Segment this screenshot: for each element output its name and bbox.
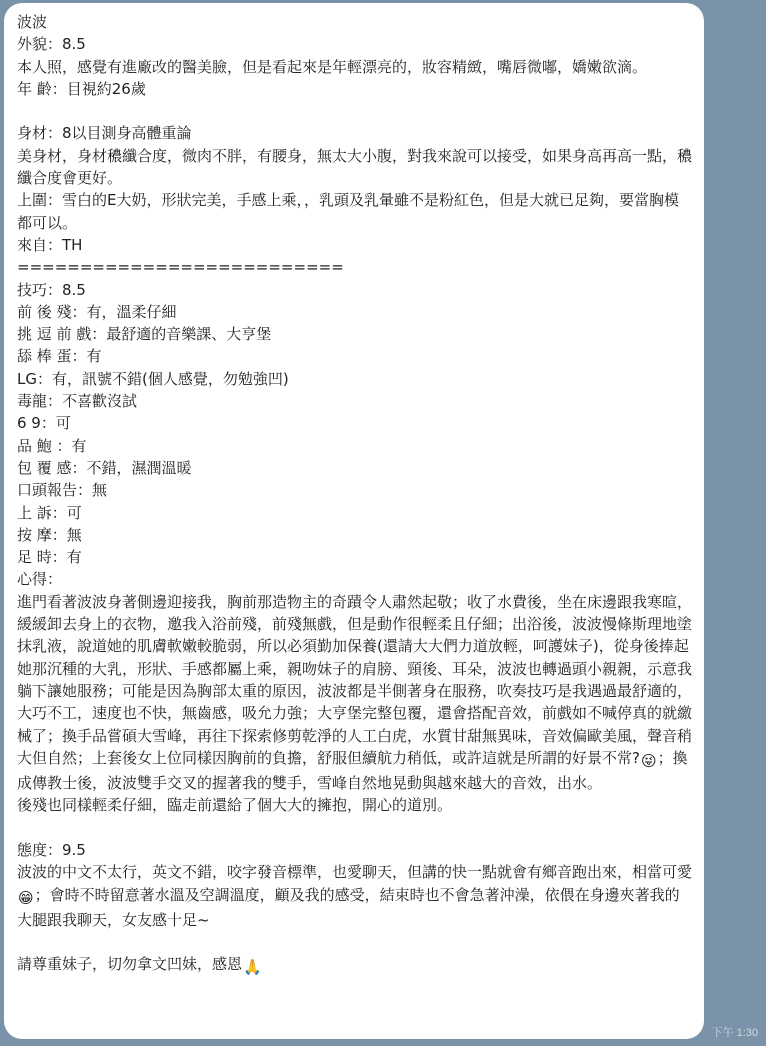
grinning-emoji-icon: 😁 [18, 888, 34, 907]
line: 本人照，感覺有進廠改的醫美臉，但是看起來是年輕漂亮的，妝容精緻，嘴唇微嘟，嬌嫩欲滴。 [17, 57, 648, 76]
folded-hands-emoji-icon: 🙏 [243, 958, 262, 977]
line: 前 後 殘：有，溫柔仔細 [17, 302, 177, 321]
message-body [17, 11, 692, 979]
line: 技巧：8.5 [17, 280, 86, 299]
review-paragraph: 後殘也同樣輕柔仔細，臨走前還給了個大大的擁抱，開心的道別。 [17, 796, 453, 815]
line: 包 覆 感：不錯，濕潤溫暖 [17, 458, 192, 477]
line: 6 9：可 [17, 414, 71, 433]
review-paragraph: 進門看著波波身著側邊迎接我，胸前那造物主的奇蹟令人肅然起敬；收了水費後，坐在床邊跟我寒暄，緩緩卸去身上的衣物，邀我入浴前殘，前殘無戲，但是動作很輕柔且仔細；出浴後，波波慢條斯理地塗抹乳液，說道她的肌膚軟嫩較脆弱，所以必須勤加保養(還請大大們力道放輕，呵護妹子)，從身後捧起她那沉種的大乳，形狀、手感都屬上乘，親吻妹子的肩膀、頸後、耳朵，波波也轉過頭小親親，示意我躺下讓她服務；可能是因為胸部太重的原因，波波都是半側著身在服務，吹奏技巧是我遇過最舒適的，大巧不工，速度也不快，無齒感，吸允力強；大亨堡完整包覆，還會搭配音效，前戲如不喊停真的就繳械了；換手品嘗碩大雪峰，再往下探索修剪乾淨的人工白虎，水質甘甜無異味，音效偏歐美風，聲音稍大但自然；上套後女上位同樣因胸前的負擔，舒服但續航力稍低，或許這就是所謂的好景不常? [17, 592, 693, 767]
review-paragraph-continued: ；換成傳教士後，波波雙手交叉的握著我的雙手，雪峰自然地晃動與越來越大的音效，出水。 [17, 748, 688, 793]
line: 身材：8以目測身高體重論 [17, 124, 192, 143]
line: 上圍：雪白的E大奶，形狀完美，手感上乘，，乳頭及乳暈雖不是粉紅色，但是大就已足夠，要當胸模都可以。 [17, 191, 679, 232]
line: 年 齡：目視約26歲 [17, 79, 146, 98]
attitude-text-continued: ；會時不時留意著水溫及空調溫度，顧及我的感受，結束時也不會急著沖澡，依偎在身邊夾著我的大腿跟我聊天，女友感十足~ [17, 885, 680, 929]
line: 美身材，身材穠纖合度，微肉不胖，有腰身，無太大小腹，對我來說可以接受，如果身高再高一點，穠纖合度會更好。 [17, 146, 693, 188]
line: 口頭報告：無 [17, 481, 108, 500]
closing-text: 請尊重妹子，切勿拿文凹妹，感恩 [17, 955, 243, 974]
line: 毒龍：不喜歡沒試 [17, 392, 138, 411]
line: 挑 逗 前 戲：最舒適的音樂課、大亨堡 [17, 325, 272, 344]
line: 外貌：8.5 [17, 35, 86, 54]
line: 上 訴：可 [17, 503, 82, 522]
line: 波波 [17, 13, 48, 31]
line: 按 摩：無 [17, 525, 82, 544]
line: 舔 棒 蛋：有 [17, 347, 102, 366]
chat-message-bubble [4, 3, 704, 1039]
line: 足 時：有 [17, 548, 82, 567]
attitude-text: 波波的中文不太行，英文不錯，咬字發音標準，也愛聊天，但講的快一點就會有鄉音跑出來，相當可愛 [17, 863, 693, 882]
line: 品 鮑 ：有 [17, 436, 87, 455]
line: 心得： [17, 570, 63, 589]
winking-tongue-emoji-icon: 😜 [640, 751, 657, 770]
line: LG：有，訊號不錯(個人感覺，勿勉強凹) [17, 369, 289, 388]
message-timestamp: 下午 1:30 [711, 1027, 758, 1039]
attitude-title: 態度：9.5 [17, 840, 86, 859]
line: ========================== [17, 258, 344, 277]
line: 來自：TH [17, 235, 83, 254]
